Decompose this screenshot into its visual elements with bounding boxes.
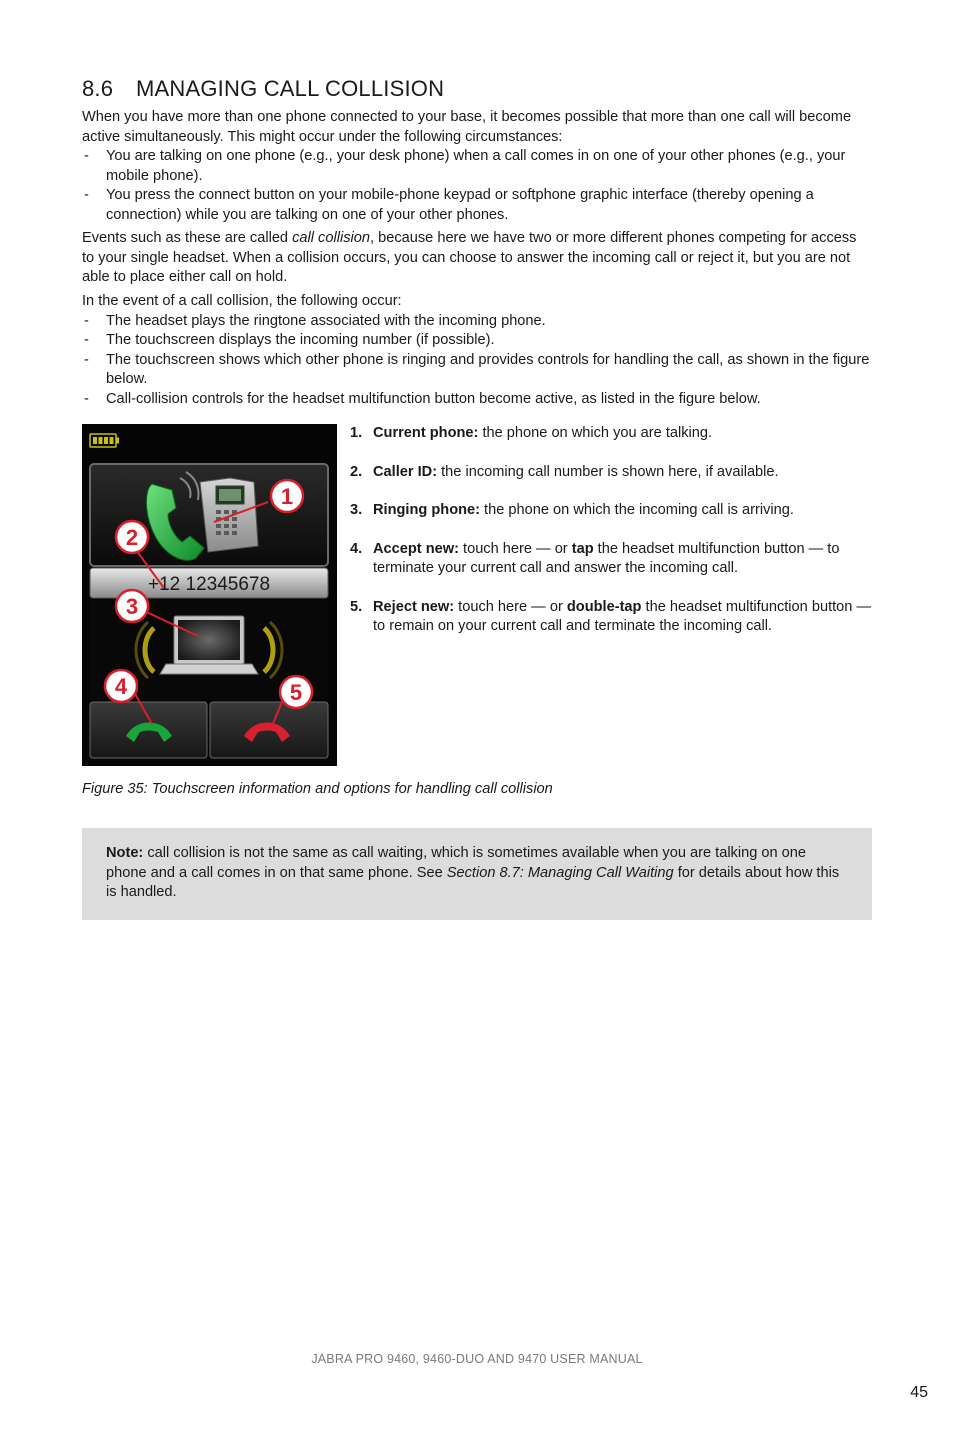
legend-emphasis: tap: [571, 540, 594, 557]
callout-2: [116, 521, 148, 553]
svg-text:3: 3: [125, 594, 139, 619]
legend-label: Reject new:: [373, 598, 455, 615]
svg-text:2: 2: [125, 525, 139, 550]
battery-icon: [90, 434, 119, 447]
legend-text: the incoming call number is shown here, if available.: [437, 463, 779, 480]
figure-legend: [350, 424, 872, 656]
figure-caption: Figure 35: Touchscreen information and options for handling call collision: [82, 781, 553, 797]
list-item: - Call-collision controls for the headset multifunction button become active, as listed in the figure below.: [82, 390, 872, 410]
legend-text: touch here — or: [454, 598, 567, 615]
svg-text:5: 5: [289, 680, 303, 705]
events-term: call collision: [292, 230, 370, 246]
desk-phone-icon: [200, 478, 258, 552]
list-item: - You are talking on one phone (e.g., your desk phone) when a call comes in on one of your other phones (e.g., your mobile phone).: [82, 147, 872, 186]
events-paragraph: [82, 229, 872, 288]
section-title: MANAGING CALL COLLISION: [136, 76, 445, 101]
legend-text: touch here — or: [458, 540, 572, 557]
intro-paragraph: When you have more than one phone connected to your base, it becomes possible that more than one call will become active simultaneously. This might occur under the following circumstances:: [82, 109, 852, 145]
callout-4: [105, 670, 137, 702]
page-footer: JABRA PRO 9460, 9460-DUO AND 9470 USER MANUAL: [311, 1352, 643, 1366]
legend-number: 3.: [350, 502, 363, 518]
legend-text: the phone on which the incoming call is arriving.: [480, 502, 794, 518]
touchscreen-illustration: [82, 424, 337, 766]
legend-item: [350, 501, 872, 521]
intro-block: [82, 108, 872, 225]
occurrences-list: [82, 312, 872, 410]
section-heading: [82, 76, 444, 102]
legend-number: 4.: [350, 540, 363, 557]
section-number: 8.6: [82, 76, 114, 101]
legend-item: [350, 540, 872, 579]
caller-number: +12 12345678: [148, 574, 271, 595]
svg-text:1: 1: [280, 484, 294, 509]
note-text: call collision is not the same as call waiting, which is sometimes available when you are talking on one phone and a call comes in on that same phone. See: [106, 845, 807, 881]
svg-text:4: 4: [114, 674, 128, 699]
touchscreen-figure: [82, 424, 337, 766]
callout-5: [280, 676, 312, 708]
list-item: - You press the connect button on your mobile-phone keypad or softphone graphic interface (thereby opening a connection) while you are talking on one of your other phones.: [82, 186, 872, 225]
legend-item: [350, 598, 872, 637]
legend-emphasis: double-tap: [566, 598, 642, 615]
events-text-after: , because here we have two or more different phones competing for access to your single headset. When a collision occurs, you can choose to answer the incoming call or reject it, but you are not able to place either call on hold.: [82, 230, 857, 285]
legend-number: 5.: [350, 598, 363, 615]
callout-3: [116, 590, 148, 622]
note-text: for details about how this is handled.: [106, 864, 840, 900]
legend-label: Ringing phone:: [373, 502, 480, 518]
legend-number: 2.: [350, 463, 363, 480]
occurrences-block: [82, 292, 872, 409]
legend-number: 1.: [350, 425, 363, 441]
list-item: - The touchscreen shows which other phone is ringing and provides controls for handling the call, as shown in the figure below.: [82, 351, 872, 390]
list-item: - The headset plays the ringtone associated with the incoming phone.: [82, 312, 872, 332]
note-label: Note:: [106, 845, 144, 861]
legend-item: [350, 463, 872, 483]
occur-intro: In the event of a call collision, the following occur:: [82, 293, 402, 309]
circumstances-list: [82, 147, 872, 225]
legend-text: the headset multifunction button — to remain on your current call and terminate the incoming call.: [373, 598, 872, 634]
legend-label: Caller ID:: [373, 463, 438, 480]
callout-1: [271, 480, 303, 512]
legend-text: the headset multifunction button — to terminate your current call and answer the incoming call.: [373, 540, 840, 576]
events-text-before: Events such as these are called: [82, 230, 293, 246]
legend-text: the phone on which you are talking.: [478, 425, 713, 441]
note-reference-link: Section 8.7: Managing Call Waiting: [446, 864, 674, 881]
legend-label: Accept new:: [373, 540, 459, 557]
page-number: 45: [910, 1384, 928, 1401]
list-item: - The touchscreen displays the incoming number (if possible).: [82, 331, 872, 351]
legend-item: [350, 424, 872, 444]
legend-label: Current phone:: [373, 425, 479, 441]
note-box: [82, 828, 872, 920]
